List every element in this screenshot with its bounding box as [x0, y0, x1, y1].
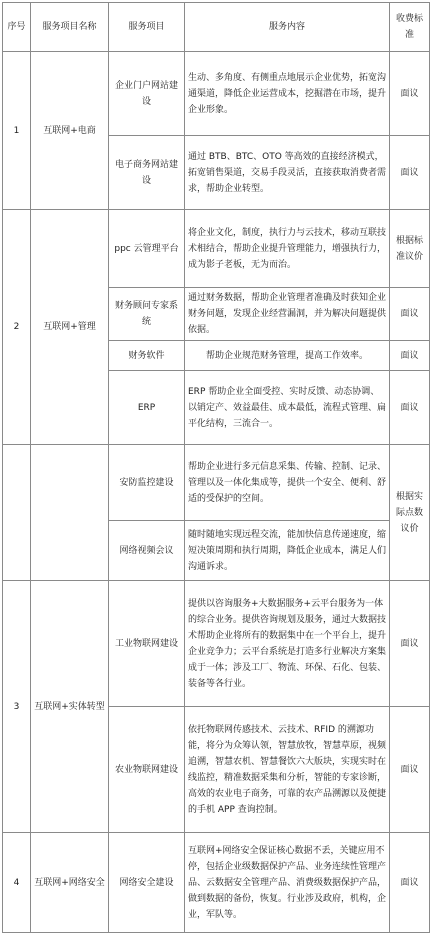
- service-item: 工业物联网建设: [109, 581, 185, 707]
- service-fee: 面议: [390, 707, 430, 833]
- service-item: 财务软件: [109, 341, 185, 371]
- service-content: 将企业文化，制度，执行力与云技术，移动互联技术相结合，帮助企业提升管理能力，增强执行力，成为影子老板，无为而治。: [185, 210, 390, 288]
- table-row: [3, 210, 430, 288]
- service-content: 帮助企业规范财务管理，提高工作效率。: [185, 341, 390, 371]
- service-fee: 面议: [390, 136, 430, 210]
- service-content: 依托物联网传感技术、云技术、RFID 的溯源功能，将分为众筹认领，智慧放牧，智慧草原，视频追溯，智慧农机、智慧餐饮六大版块，实现实时在线监控，精准数据采集和分析，智能的专家诊断，高效的农业电子商务，可靠的农产品溯源以及便捷的手机 APP 查询控制。: [185, 707, 390, 833]
- group-name: 互联网+实体转型: [31, 581, 109, 833]
- group-name: 互联网+网络安全: [31, 833, 109, 933]
- service-fee: 面议: [390, 52, 430, 136]
- service-fee: 面议: [390, 581, 430, 707]
- group-name: [31, 445, 109, 581]
- service-content: 提供以咨询服务+大数据服务+云平台服务为一体的综合业务。提供咨询规划及服务，通过大数据技术帮助企业将所有的数据集中在一个平台上，提升企业竞争力；云平台系统是打造多行业解决方案集成于一体；涉及工厂、物流、环保、石化、包装、装备等各行业。: [185, 581, 390, 707]
- service-item: 网络视频会议: [109, 521, 185, 581]
- service-item: 企业门户网站建设: [109, 52, 185, 136]
- service-item: ERP: [109, 371, 185, 445]
- service-fee: 根据实际点数议价: [390, 445, 430, 581]
- group-name: 互联网+电商: [31, 52, 109, 210]
- group-no: 2: [3, 210, 31, 445]
- service-item: 网络安全建设: [109, 833, 185, 933]
- service-content: 生动、多角度、有侧重点地展示企业优势，拓宽沟通渠道，降低企业运营成本，挖掘潜在市场，提升企业形象。: [185, 52, 390, 136]
- service-content: 帮助企业进行多元信息采集、传输、控制、记录、管理以及一体化集成等，提供一个安全、便利、舒适的受保护的空间。: [185, 445, 390, 521]
- group-no: 4: [3, 833, 31, 933]
- service-item: 财务顾问专家系统: [109, 288, 185, 341]
- table-row: [3, 581, 430, 707]
- service-content: 通过 BTB、BTC、OTO 等高效的直接经济模式，拓宽销售渠道，交易手段灵活，直接获取消费者需求，帮助企业转型。: [185, 136, 390, 210]
- service-content: 互联网+网络安全保证核心数据不丢，关键应用不停，包括企业级数据保护产品、业务连续性管理产品、云数据安全管理产品、消费级数据保护产品，做到数据的备份，恢复。行业涉及政府，机构，企业，军队等。: [185, 833, 390, 933]
- service-fee: 面议: [390, 833, 430, 933]
- group-no: 1: [3, 52, 31, 210]
- header-row: [3, 3, 430, 52]
- service-content: 通过财务数据，帮助企业管理者准确及时获知企业财务问题，发现企业经营漏洞，并为解决问题提供依据。: [185, 288, 390, 341]
- group-name: 互联网+管理: [31, 210, 109, 445]
- service-table: [2, 2, 430, 933]
- table-row: [3, 52, 430, 136]
- service-content: ERP 帮助企业全面受控、实时反馈、动态协调、以销定产、效益最佳、成本最低，流程式管理、扁平化结构，三流合一。: [185, 371, 390, 445]
- table-row: [3, 833, 430, 933]
- header-fee: 收费标准: [390, 3, 430, 52]
- header-no: 序号: [3, 3, 31, 52]
- service-item: ppc 云管理平台: [109, 210, 185, 288]
- header-project: 服务项目: [109, 3, 185, 52]
- service-fee: 面议: [390, 288, 430, 341]
- service-content: 随时随地实现远程交流，能加快信息传递速度，缩短决策周期和执行周期，降低企业成本，满足人们沟通诉求。: [185, 521, 390, 581]
- group-no: [3, 445, 31, 581]
- service-item: 安防监控建设: [109, 445, 185, 521]
- header-content: 服务内容: [185, 3, 390, 52]
- service-fee: 面议: [390, 341, 430, 371]
- group-no: 3: [3, 581, 31, 833]
- table-row: [3, 445, 430, 521]
- service-fee: 根据标准议价: [390, 210, 430, 288]
- service-fee: 面议: [390, 371, 430, 445]
- service-item: 电子商务网站建设: [109, 136, 185, 210]
- header-project-name: 服务项目名称: [31, 3, 109, 52]
- service-item: 农业物联网建设: [109, 707, 185, 833]
